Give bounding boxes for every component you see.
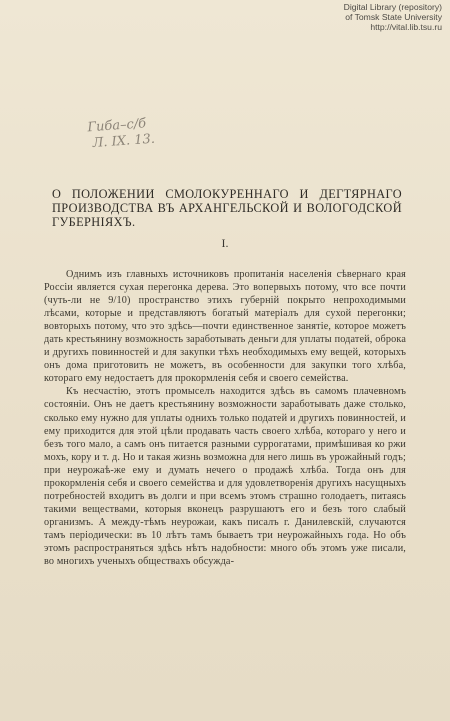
- paragraph-2: Къ несчастію, этотъ промыселъ находится здѣсь въ самомъ плачевномъ состояніи. Онъ не даетъ крестьянину возможности заработывать даже столько, сколько ему нужно для уплаты однихъ только податей и другихъ повинностей, и ему приходится для этой цѣли продавать часть своего хлѣба, котораго у него и безъ того мало, а самъ онъ питается разными суррогатами, примѣшивая ко ржи мохъ, кору и т. д. Но и такая жизнь возможна для него лишь въ урожайный годъ; при неурожаѣ-же ему и думать нечего о продажѣ хлѣба. Тогда онъ для прокормленія себя и своего семейства и для удовлетворенія другихъ насущныхъ потребностей входитъ въ долги и при всемъ этомъ страшно голодаетъ, питаясь такими веществами, которыя вконецъ разрушаютъ его и безъ того слабый организмъ. А между-тѣмъ неурожаи, какъ писалъ г. Данилевскій, случаются тамъ періодически: въ 10 лѣтъ тамъ бываетъ три неурожайныхъ года. Но объ этомъ распространяться здѣсь нѣтъ надобности: много объ этомъ уже писали, во многихъ ученыхъ обществахъ обсужда-: [44, 386, 406, 568]
- handwritten-shelfmark: [87, 116, 156, 153]
- paragraph-1: Однимъ изъ главныхъ источниковъ пропитанія населенія сѣвернаго края Россіи является сухая перегонка дерева. Это вопервыхъ потому, что все почти (чуть-ли не 9/10) пространство этихъ губерній покрыто непроходимыми лѣсами, которые и представляютъ богатый матеріалъ для сухой перегонки; вовторыхъ потому, что это здѣсь—почти единственное занятіе, которое можетъ дать крестьянину возможность заработывать деньги для уплаты податей, оброка и другихъ повинностей и для закупки тѣхъ необходимыхъ ему вещей, которыхъ онъ дома приготовить не можетъ, въ особенности для закупки того хлѣба, котораго ему недостаетъ для прокормленія себя и своего семейства.: [44, 269, 406, 385]
- watermark-line-1: Digital Library (repository): [343, 2, 442, 12]
- handwritten-line-1: Гиба–с/б: [86, 116, 147, 136]
- handwritten-line-2: Л. IX. 13.: [92, 131, 156, 152]
- section-number: I.: [221, 236, 229, 250]
- body-text: [44, 268, 406, 568]
- library-watermark: [242, 2, 442, 32]
- document-title: О ПОЛОЖЕНИИ СМОЛОКУРЕННАГО И ДЕГТЯРНАГО ПРОИЗВОДСТВА ВЪ АРХАНГЕЛЬСКОЙ И ВОЛОГОДСКОЙ ГУБЕРНІЯХЪ.: [52, 187, 402, 229]
- watermark-line-3: http://vital.lib.tsu.ru: [370, 22, 442, 32]
- watermark-line-2: of Tomsk State University: [345, 12, 442, 22]
